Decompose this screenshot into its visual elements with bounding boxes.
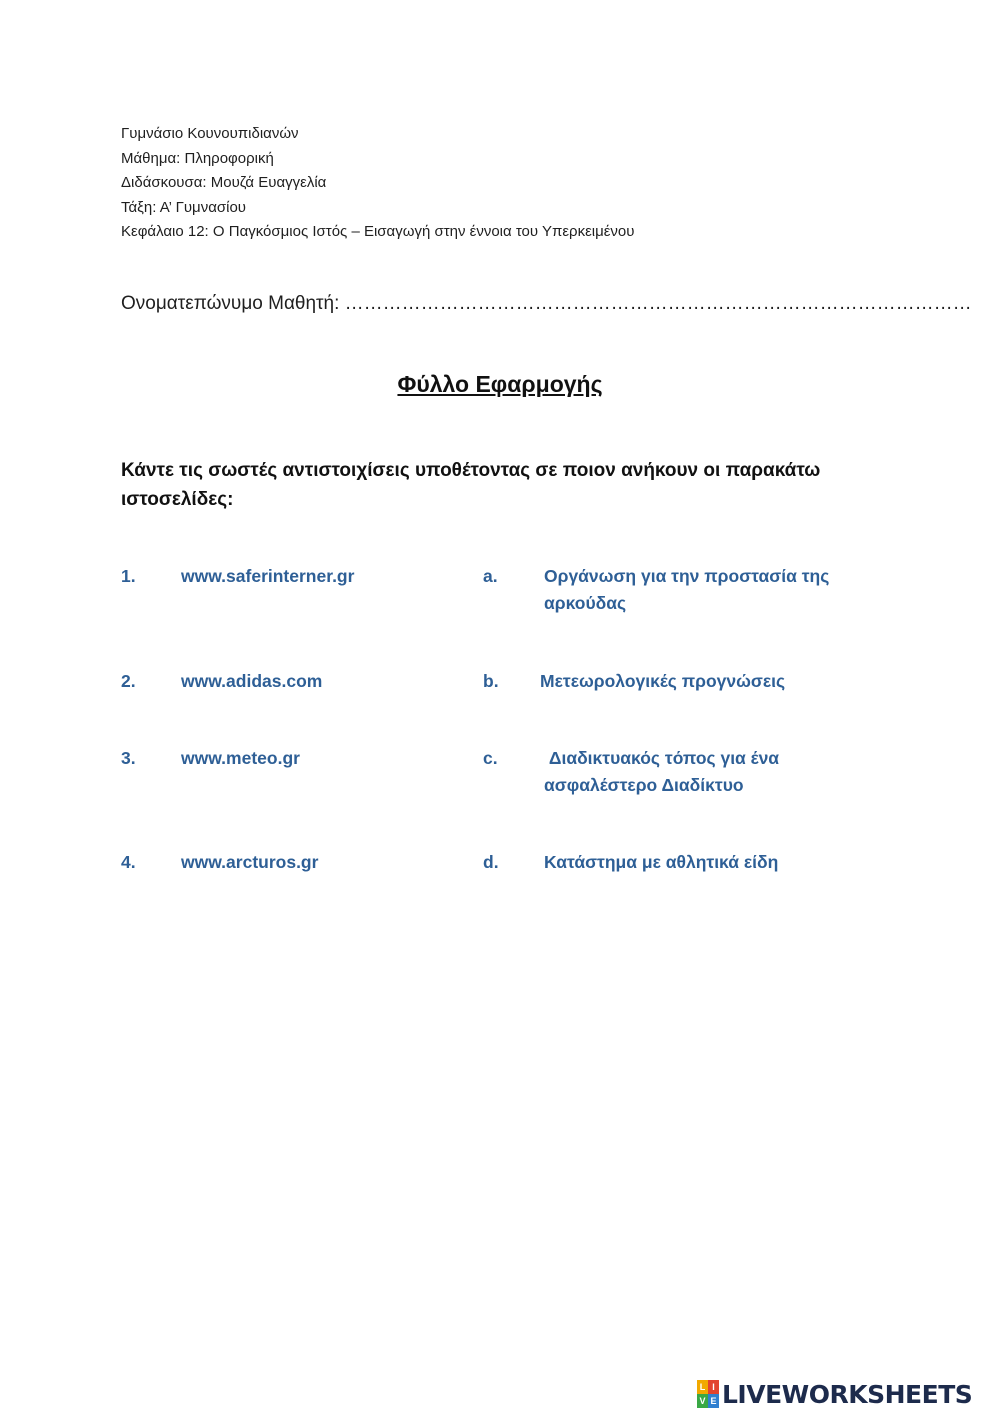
header-block	[121, 122, 634, 245]
logo-mark-letter: I	[708, 1380, 719, 1394]
left-item-number: 4.	[121, 852, 136, 872]
logo-text: LIVEWORKSHEETS	[722, 1379, 973, 1409]
student-name-line: Ονοματεπώνυμο Μαθητή: ………………………………………………………………………………………	[121, 293, 972, 314]
left-item-website: www.saferinterner.gr	[181, 566, 355, 586]
logo-mark-letter: L	[697, 1380, 708, 1394]
instructions-text: Κάντε τις σωστές αντιστοιχίσεις υποθέτοντας σε ποιον ανήκουν οι παρακάτω ιστοσελίδες:	[121, 460, 821, 510]
liveworksheets-logo	[697, 1377, 972, 1411]
left-item-website: www.adidas.com	[181, 671, 323, 691]
logo-mark-letter: E	[708, 1394, 719, 1408]
right-item-description: Κατάστημα με αθλητικά είδη	[544, 852, 779, 872]
logo-mark-letter: V	[697, 1394, 708, 1408]
right-item-description: Οργάνωση για την προστασία της αρκούδας	[544, 566, 830, 613]
right-item-letter: c.	[483, 748, 498, 768]
grade-line: Τάξη: Α’ Γυμνασίου	[121, 198, 247, 216]
teacher-line: Διδάσκουσα: Μουζά Ευαγγελία	[121, 174, 327, 191]
page-title: Φύλλο Εφαρμογής	[397, 371, 603, 397]
right-item-description: Διαδικτυακός τόπος για ένα ασφαλέστερο Διαδίκτυο	[544, 748, 784, 795]
right-item-description: Μετεωρολογικές προγνώσεις	[540, 671, 786, 691]
school-name: Γυμνάσιο Κουνουπιδιανών	[121, 125, 299, 142]
logo-mark-icon	[697, 1380, 719, 1408]
left-item-website: www.arcturos.gr	[181, 852, 319, 872]
left-item-number: 1.	[121, 566, 136, 586]
chapter-line: Κεφάλαιο 12: Ο Παγκόσμιος Ιστός – Εισαγωγή στην έννοια του Υπερκειμένου	[121, 223, 635, 240]
left-item-number: 2.	[121, 671, 136, 691]
subject-line: Μάθημα: Πληροφορική	[121, 149, 274, 167]
left-item-number: 3.	[121, 748, 136, 768]
right-item-letter: b.	[483, 671, 499, 691]
right-item-letter: d.	[483, 852, 499, 872]
right-item-letter: a.	[483, 566, 498, 586]
left-item-website: www.meteo.gr	[181, 748, 300, 768]
